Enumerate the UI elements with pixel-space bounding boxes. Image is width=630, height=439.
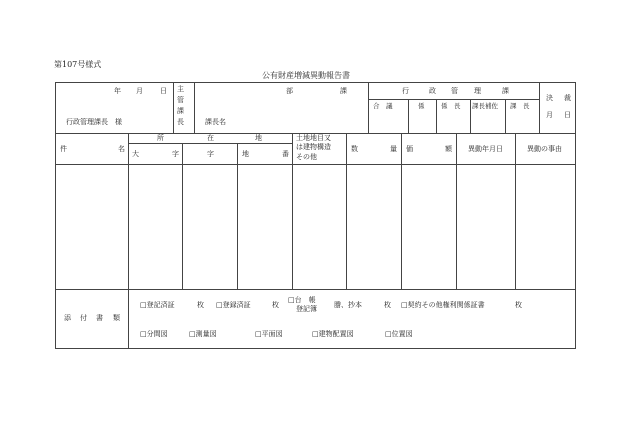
survey-map-checkbox[interactable]: □測量図 <box>189 330 217 338</box>
toukibo-label: 登記簿 <box>296 305 317 313</box>
decision-1: 決 <box>546 94 553 102</box>
change-reason: 異動の事由 <box>527 145 562 153</box>
price-2: 額 <box>445 145 452 153</box>
sheets-4: 枚 <box>515 301 522 309</box>
subdivision-map-checkbox[interactable]: □分間図 <box>140 330 168 338</box>
change-date: 異動年月日 <box>468 145 503 153</box>
daicho-checkbox[interactable]: □台 帳 <box>288 296 316 304</box>
building-layout-checkbox[interactable]: □建物配置図 <box>312 330 354 338</box>
approval-gougi: 合 議 <box>373 102 393 110</box>
sheets-1: 枚 <box>197 301 204 309</box>
land-category-2: は建物構造 <box>296 143 331 151</box>
day-label: 日 <box>160 87 167 95</box>
admin-div-3: 管 <box>451 87 458 95</box>
admin-div-1: 行 <box>402 87 409 95</box>
location-map-checkbox[interactable]: □位置図 <box>385 330 413 338</box>
addressee: 行政管理課長 様 <box>66 118 122 126</box>
oaza-1: 大 <box>132 150 139 158</box>
attach-label-3: 書 <box>96 314 103 322</box>
sheets-3: 枚 <box>384 301 391 309</box>
price-1: 価 <box>406 145 413 153</box>
copy-label: 謄、抄本 <box>334 301 362 309</box>
quantity-1: 数 <box>351 145 358 153</box>
shukan-2: 管 <box>177 96 184 104</box>
attach-label-4: 類 <box>113 314 120 322</box>
attach-label-2: 付 <box>80 314 87 322</box>
oaza-2: 字 <box>172 150 179 158</box>
decision-2: 裁 <box>564 94 571 102</box>
approval-kakari: 係 <box>418 102 425 110</box>
decision-month: 月 <box>546 111 553 119</box>
department-label: 部 <box>286 87 293 95</box>
month-label: 月 <box>136 87 143 95</box>
shukan-1: 主 <box>177 85 184 93</box>
item-name-1: 件 <box>60 145 67 153</box>
land-category-1: 土地地目又 <box>296 134 331 142</box>
approval-kakaricho: 係 長 <box>441 102 461 110</box>
section-label: 課 <box>340 87 347 95</box>
approval-kacho: 課 長 <box>510 102 530 110</box>
shukan-3: 課 <box>177 107 184 115</box>
item-name-2: 名 <box>118 145 125 153</box>
land-category-3: その他 <box>296 153 317 161</box>
attach-label-1: 添 <box>64 314 71 322</box>
shukan-4: 長 <box>177 118 184 126</box>
approval-hosa: 課長補佐 <box>472 102 498 110</box>
year-label: 年 <box>114 87 121 95</box>
registry-done-checkbox[interactable]: □登記済証 <box>140 301 175 309</box>
admin-div-4: 理 <box>474 87 481 95</box>
location-2: 在 <box>207 134 214 142</box>
sheets-2: 枚 <box>272 301 279 309</box>
banchi-2: 番 <box>282 150 289 158</box>
location-3: 地 <box>255 134 262 142</box>
quantity-2: 量 <box>390 145 397 153</box>
admin-div-5: 課 <box>502 87 509 95</box>
form-number: 第107号様式 <box>54 60 102 69</box>
record-done-checkbox[interactable]: □登録済証 <box>216 301 251 309</box>
location-1: 所 <box>157 134 164 142</box>
aza: 字 <box>207 150 214 158</box>
banchi-1: 地 <box>242 150 249 158</box>
contract-checkbox[interactable]: □契約その他権利関係証書 <box>401 301 485 309</box>
page-title: 公有財産増減異動報告書 <box>262 71 350 80</box>
admin-div-2: 政 <box>429 87 436 95</box>
decision-day: 日 <box>564 111 571 119</box>
plan-map-checkbox[interactable]: □平面図 <box>255 330 283 338</box>
section-chief-name: 課長名 <box>205 118 226 126</box>
